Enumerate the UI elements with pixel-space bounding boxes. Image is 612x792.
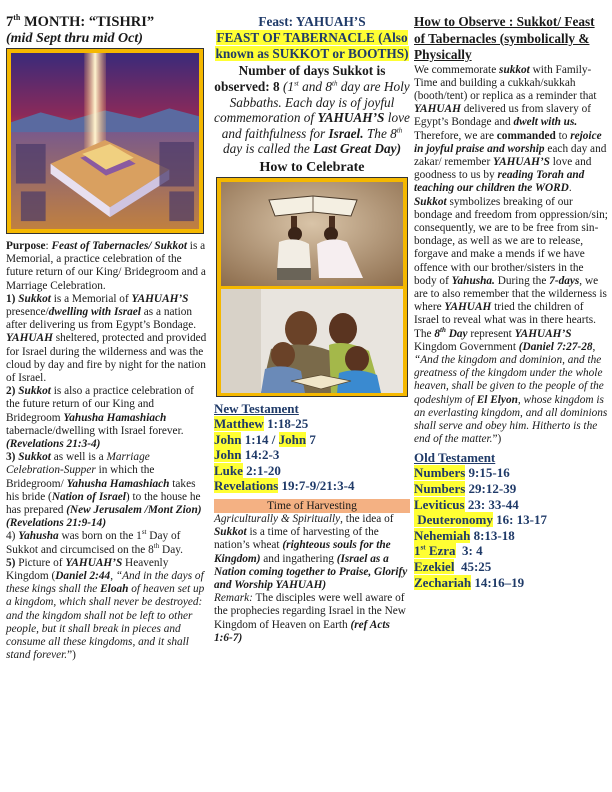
emph-sukkot: Sukkot <box>18 385 51 398</box>
book-name <box>414 481 465 496</box>
chapter-verse: 9:15-16 <box>465 465 510 481</box>
ot-ref-line <box>414 497 608 513</box>
text: , we are to also remember that the wilderness is where <box>414 274 607 314</box>
nt-ref-line <box>214 432 410 448</box>
text: , <box>110 570 116 583</box>
book-name: John <box>214 447 242 463</box>
month-range: (mid Sept thru mid Oct) <box>6 31 143 46</box>
how-to-celebrate-title: How to Celebrate <box>259 159 365 175</box>
book-title: Ezra <box>425 543 456 559</box>
point-number: 1) <box>6 292 19 305</box>
scripture-ref: Daniel 2:44 <box>55 570 111 583</box>
emph-7-days: 7-days <box>549 274 580 287</box>
text: tried the children of Israel to reveal what was in there hearts. The <box>414 301 596 340</box>
text: sheltered, protected and provided for Israel during the wilderness and was the cloud by day and fire by night for the nation of Israel. <box>6 332 207 385</box>
text: During the <box>494 274 550 287</box>
text: symbolizes breaking of our bondage and freedom from oppression/sin; consequently, we are to be free from sin-bondage, as well as we are to release, forgave and make a mends if we have offence with our brother/sisters in the body of <box>414 195 608 287</box>
feast-heading <box>214 14 410 61</box>
month-number: 7 <box>6 14 14 30</box>
purpose-feast-name: Feast of Tabernacles/ Sukkot <box>51 240 187 252</box>
chapter-verse: 14:16–19 <box>471 574 525 590</box>
emph-israel-nation: (Israel as a Nation coming together to Praise, Glorify and Worship YAHUAH) <box>214 552 408 591</box>
chapter-verse: 7 <box>306 431 316 447</box>
text: and ingathering <box>260 552 337 565</box>
remark-label: Remark: <box>214 592 253 605</box>
text: as well is a <box>50 451 107 464</box>
column-middle <box>214 0 410 645</box>
ordinal-suffix: st <box>294 79 299 88</box>
purpose-paragraph <box>6 240 208 293</box>
emph-yahuah: YAHUAH <box>414 103 461 116</box>
scripture-ref: (ref Acts 1:6-7) <box>214 618 390 644</box>
emph-yahusha: Yahusha <box>18 530 59 543</box>
text: Picture of <box>15 556 66 569</box>
chapter-verse: 2:1-20 <box>242 462 281 478</box>
point-1 <box>6 293 208 385</box>
nt-ref-line <box>214 463 410 479</box>
text: . <box>568 182 572 195</box>
text: ) <box>396 141 401 157</box>
text: Day. <box>159 543 183 556</box>
emph-yahuah: YAHUAH <box>444 301 492 314</box>
chapter-verse: 19:7-9/21:3-4 <box>278 478 355 494</box>
book-name: Matthew <box>214 415 264 431</box>
quote: , whose kingdom is an everlasting kingdom, and all dominions shall serve and obey him. Hitherto is the end of the matter. <box>414 393 608 446</box>
book-name: Luke <box>214 462 243 478</box>
ot-ref-line <box>414 512 608 528</box>
remark-text: The disciples were well aware of the prophecies regarding Israel in the New Kingdom of Heaven on Earth <box>214 592 406 631</box>
book-name: John <box>214 431 242 447</box>
month-title <box>6 14 208 31</box>
column-right <box>414 0 608 590</box>
text: The 8 <box>363 125 397 141</box>
book-name <box>414 512 493 527</box>
emph-el-elyon: El Elyon <box>476 393 518 406</box>
column-left <box>6 0 208 663</box>
text: ”) <box>67 649 76 662</box>
ot-ref-line <box>414 543 608 559</box>
tabernacle-image-frame <box>6 48 204 234</box>
feast-name-highlighted: FEAST OF TABERNACLE (Also known as SUKKOT or BOOTHS) <box>215 29 409 61</box>
family-bible-image <box>221 289 403 393</box>
scripture-ref: (Revelations 21:3-4) <box>6 438 101 451</box>
emph-eloah: Eloah <box>100 583 129 596</box>
emph-8th-day: Day <box>445 327 468 340</box>
chapter-verse: 23: 33-44 <box>464 496 519 512</box>
new-testament-refs <box>214 416 410 494</box>
book-title: Numbers <box>414 465 466 481</box>
ot-ref-line <box>414 528 608 544</box>
emph-sukkot: Sukkot <box>18 451 51 464</box>
point-number: 3) <box>6 451 19 464</box>
text: , <box>592 340 596 353</box>
text: with Family-Time and building a cukkah/sukkah (booth/tent) or replica as a reminder that <box>414 63 597 102</box>
emph-agriculturally: Agriculturally & Spiritually <box>214 512 341 525</box>
quote: “And the kingdom and dominion, and the greatness of the kingdom under the whole heaven, shall be given to the people of the qodeshiym of <box>414 353 604 406</box>
text: is also a practice celebration of the future return of our King and Bridegroom <box>6 385 194 424</box>
book-title: Deuteronomy <box>414 512 493 528</box>
book-name <box>414 559 454 574</box>
month-number-suffix: th <box>13 13 21 23</box>
emph-sukkot: Sukkot <box>214 526 247 539</box>
text: tabernacle/dwelling with Israel forever. <box>6 424 184 437</box>
book-title: Ezekiel <box>414 558 455 574</box>
emph-yahuahs: YAHUAH’S <box>317 110 385 126</box>
observe-paragraph <box>414 64 608 196</box>
ordinal-suffix: th <box>440 325 446 334</box>
couple-bible-image <box>221 182 403 286</box>
feast-prefix: Feast: YAHUAH’S <box>258 14 366 29</box>
chapter-verse: 1:18-25 <box>263 415 309 431</box>
book-name <box>414 497 465 512</box>
chapter-verse: 8:13-18 <box>470 527 515 543</box>
ordinal-suffix: th <box>332 79 338 88</box>
text: , the idea of <box>340 512 394 525</box>
emph-8th-day: 8 <box>434 327 441 340</box>
book-name: John <box>278 431 307 447</box>
scripture-ref: (Daniel 7:27-28 <box>518 340 593 353</box>
emph-commanded: commanded <box>496 129 556 142</box>
ot-ref-line <box>414 465 608 481</box>
chapter-verse: 45:25 <box>454 558 492 574</box>
emph-yahusha: Yahusha. <box>451 274 495 287</box>
days-observed-block <box>214 63 410 157</box>
text: was born on the 1 <box>58 530 142 543</box>
text: ) to the house he has prepared <box>6 490 201 517</box>
text: represent <box>467 327 515 340</box>
point-4 <box>6 530 208 556</box>
book-title: Numbers <box>414 480 466 496</box>
ordinal-suffix: st <box>141 528 147 537</box>
time-of-harvesting-bar: Time of Harvesting <box>214 499 410 513</box>
book-name: Revelations <box>214 478 279 494</box>
chapter-verse: 29:12-39 <box>465 480 517 496</box>
chapter-verse: 1:14 / <box>241 431 279 447</box>
quote: of heaven set up a kingdom, which shall never be destroyed: and the kingdom shall not be left to other people, but it shall break in pieces and consume all these kingdoms, and it shall stand forever. <box>6 583 205 662</box>
emph-yahuahs: YAHUAH’S <box>514 327 572 340</box>
text: in which the Bridegroom/ <box>6 464 155 490</box>
text: Therefore, we are <box>414 129 497 142</box>
days-observed-label: umber of days Sukkot is observed: 8 <box>214 63 386 94</box>
text: love and goodness to us by <box>414 155 592 182</box>
ordinal-suffix: th <box>396 126 403 135</box>
point-3 <box>6 451 208 530</box>
nt-ref-line <box>214 416 410 432</box>
ot-ref-line <box>414 559 608 575</box>
emph-dwelt: dwelt with us. <box>513 116 578 129</box>
harvest-paragraph <box>214 513 410 645</box>
purpose-label: Purpose <box>6 240 46 252</box>
text: presence/ <box>6 306 49 319</box>
emph-rejoice: rejoice in joyful praise and worship <box>414 129 602 155</box>
text: We commemorate <box>414 63 500 76</box>
point-number: 4) <box>6 530 19 543</box>
old-testament-title: Old Testament <box>414 450 496 466</box>
book-name <box>414 575 471 590</box>
point-5 <box>6 557 208 663</box>
emph-yahuah: YAHUAH <box>6 332 53 345</box>
emph-dwelling: dwelling with Israel <box>48 306 141 319</box>
book-name <box>414 528 470 543</box>
ordinal-suffix: st <box>420 544 426 553</box>
new-testament-title: New Testament <box>214 400 299 416</box>
old-testament-refs <box>414 465 608 590</box>
chapter-verse: 16: 13-17 <box>492 512 548 528</box>
emph-marriage: Marriage Celebration-Supper <box>6 451 150 477</box>
text: Heavenly Kingdom ( <box>6 556 169 583</box>
emph-yahusha: Yahusha Hamashiach <box>63 411 167 424</box>
book-title: Zechariah <box>414 574 472 590</box>
point-2 <box>6 385 208 451</box>
emph-yahuahs: YAHUAH’S <box>493 155 550 168</box>
text: each day and zakar/ remember <box>414 142 607 168</box>
book-ordinal: 1 <box>414 543 421 559</box>
scripture-ref: (New Jerusalem /Mont Zion) (Revelations 21:9-14) <box>6 504 202 530</box>
nt-ref-line <box>214 478 410 494</box>
emph-sukkot: Sukkot <box>414 195 447 208</box>
ot-ref-line <box>414 481 608 497</box>
emph-yahuahs: YAHUAH’S <box>65 556 123 569</box>
book-name <box>414 543 456 558</box>
how-to-observe-title: How to Observe : Sukkot/ Feast of Tabernacles (symbolically & Physically <box>414 14 595 62</box>
purpose-text: is a Memorial, a practice celebration of the future return of our King/ Bridegroom and a Marriage Celebration. <box>6 240 206 292</box>
text: is a Memorial of <box>50 292 132 305</box>
emph-israel: Israel. <box>328 125 364 141</box>
point-number: 5) <box>6 556 16 569</box>
text: as a nation after delivering us from Egypt’s Bondage. <box>6 306 197 332</box>
purpose-colon: : <box>45 240 52 252</box>
emph-last-great-day: Last Great Day <box>313 141 397 157</box>
emph-souls: (righteous souls for the Kingdom) <box>214 539 391 565</box>
text: is a time of harvesting of the nation’s wheat <box>214 526 379 552</box>
emph-sukkot: sukkot <box>499 63 530 76</box>
emph-reading-torah: reading Torah and teaching our children the WORD <box>414 169 585 195</box>
book-name <box>414 465 465 480</box>
text: day is called the <box>222 141 314 157</box>
emph-yahusha: Yahusha Hamashiach <box>66 477 170 490</box>
ordinal-suffix: th <box>153 541 160 550</box>
quote: “And in the days of these kings shall the <box>6 570 204 596</box>
text: ”) <box>492 433 502 446</box>
text: delivered us from slavery of Egypt’s Bondage and <box>414 103 592 129</box>
chapter-verse: 14:2-3 <box>241 447 280 463</box>
text: Kingdom Government <box>414 340 519 353</box>
text: Day of Sukkot and circumcised on the 8 <box>6 530 181 556</box>
text: love and faithfulness for <box>221 110 410 141</box>
emph-sukkot: Sukkot <box>18 292 51 305</box>
emph-yahuahs: YAHUAH’S <box>131 292 189 305</box>
text: takes his bride ( <box>6 477 196 503</box>
text: day are Holy Sabbaths. Each day is of joyful commemoration of <box>214 78 410 126</box>
tabernacle-image <box>11 53 199 229</box>
book-title: Leviticus <box>414 496 465 512</box>
book-title: Nehemiah <box>414 527 471 543</box>
sukkot-symbolizes-paragraph <box>414 196 608 447</box>
text: N <box>238 63 249 79</box>
emph-nation: Nation of Israel <box>51 490 126 503</box>
text: (1 <box>283 78 295 94</box>
text: and 8 <box>298 78 332 94</box>
celebrate-image-frame <box>216 177 408 397</box>
ot-ref-line <box>414 575 608 591</box>
point-number: 2) <box>6 385 19 398</box>
chapter-verse: 3: 4 <box>455 543 483 559</box>
text: to <box>555 129 571 142</box>
month-name: MONTH: “TISHRI” <box>20 14 155 30</box>
nt-ref-line <box>214 447 410 463</box>
